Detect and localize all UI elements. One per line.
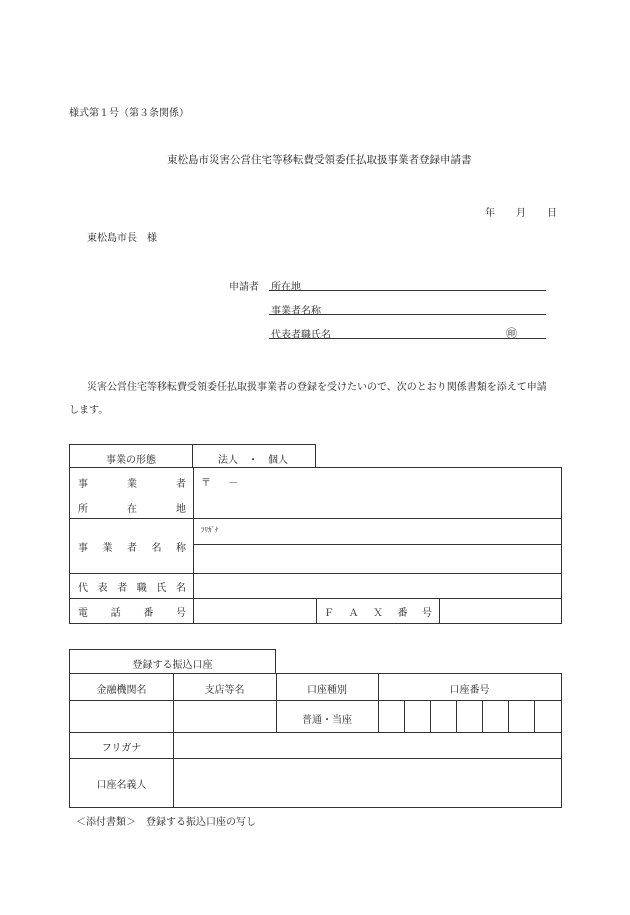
addressee: 東松島市長 様	[87, 233, 157, 244]
header-account-type: 口座種別	[307, 685, 347, 696]
bank-table	[69, 673, 562, 808]
body-text-line2: します。	[69, 405, 109, 416]
date-month: 月	[516, 208, 526, 219]
furigana-field[interactable]	[174, 733, 561, 758]
business-name-label: 事業者名称	[271, 306, 321, 317]
header-branch-name: 支店等名	[204, 685, 245, 696]
form-number: 様式第１号（第３条関係）	[69, 108, 189, 119]
bank-name-field[interactable]	[71, 701, 172, 732]
fax-label: Ｆ Ａ Ｘ 番 号	[324, 608, 432, 619]
form-type-label: 事業の形態	[106, 455, 156, 466]
business-name-label: 事 業 者 名 称	[78, 543, 186, 554]
seal-mark: ㊞	[506, 327, 517, 340]
applicant-label: 申請者	[229, 282, 259, 293]
business-table	[69, 467, 562, 624]
business-location-label: 事 業 者	[78, 479, 186, 490]
representative-name-label: 代 表 者 職 氏 名	[78, 583, 186, 594]
representative-line	[269, 338, 546, 339]
postal-code-field[interactable]: 〒 －	[201, 478, 239, 489]
body-text-line1: 災害公営住宅等移転費受領委任払取扱事業者の登録を受けたいので、次のとおり関係書類を添えて申請	[87, 382, 547, 393]
bank-section-header	[69, 649, 276, 674]
branch-name-field[interactable]	[174, 701, 275, 732]
account-holder-label: 口座名義人	[96, 780, 147, 791]
date-year: 年	[485, 208, 495, 219]
business-name-field[interactable]	[194, 545, 561, 573]
form-title: 東松島市災害公営住宅等移転費受領委任払取扱事業者登録申請書	[167, 154, 472, 166]
representative-label: 代表者職氏名	[271, 330, 331, 341]
furigana-label: フリガナ	[101, 743, 142, 754]
furigana-small-label: ﾌﾘｶﾞﾅ	[201, 526, 219, 534]
address-line	[269, 290, 546, 291]
bank-section-label: 登録する振込口座	[132, 660, 213, 671]
phone-label: 電 話 番 号	[78, 608, 186, 619]
account-holder-field[interactable]	[174, 759, 561, 807]
form-type-row	[69, 444, 316, 468]
business-address-label: 所 在 地	[78, 504, 186, 515]
attachment-note: ＜添付書類＞ 登録する振込口座の写し	[76, 817, 256, 828]
address-label: 所在地	[271, 282, 301, 293]
date-day: 日	[547, 208, 557, 219]
business-name-line	[269, 314, 546, 315]
header-account-number: 口座番号	[449, 685, 490, 696]
header-bank-name: 金融機関名	[96, 685, 147, 696]
account-type-value[interactable]: 普通・当座	[302, 715, 352, 726]
form-type-value[interactable]: 法人 ・ 個人	[218, 455, 288, 466]
